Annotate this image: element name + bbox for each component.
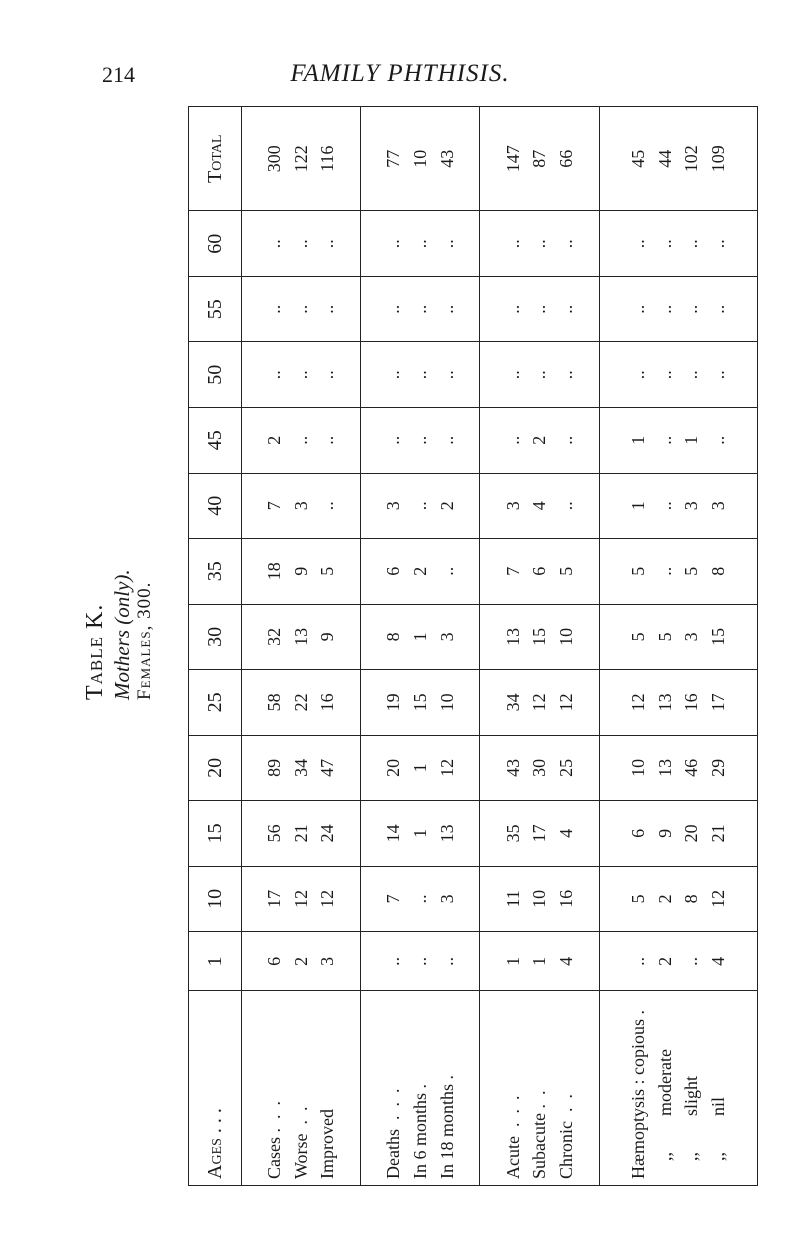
table-cell: 32 13 9 bbox=[242, 604, 361, 670]
table-cell: 58 22 16 bbox=[242, 670, 361, 736]
header-cell: 35 bbox=[189, 539, 242, 605]
caption-females: Females, 300. bbox=[133, 581, 155, 700]
table-row bbox=[480, 107, 599, 1186]
table-cell: .. .. .. .. bbox=[599, 276, 757, 342]
header-cell: 15 bbox=[189, 801, 242, 867]
table-cell: 13 15 10 bbox=[480, 604, 599, 670]
table-cell: .. .. .. bbox=[480, 211, 599, 277]
header-row bbox=[189, 107, 242, 1186]
table-cell: 7 6 5 bbox=[480, 539, 599, 605]
row-labels: Deaths . . . In 6 months . In 18 months . bbox=[361, 991, 480, 1186]
caption-title: Table K. bbox=[82, 603, 108, 700]
data-table bbox=[188, 106, 758, 1186]
table-cell: 5 5 3 15 bbox=[599, 604, 757, 670]
table-cell: 20 1 12 bbox=[361, 735, 480, 801]
table-cell: 43 30 25 bbox=[480, 735, 599, 801]
table-cell: 1 1 4 bbox=[480, 932, 599, 991]
row-labels: Hæmoptysis : copious . ,, moderate ,, slight ,, nil bbox=[599, 991, 757, 1186]
table-container bbox=[188, 106, 758, 1186]
table-cell: 5 2 8 12 bbox=[599, 866, 757, 932]
table-cell: 1 .. 1 .. bbox=[599, 408, 757, 474]
table-cell: .. .. .. bbox=[361, 276, 480, 342]
table-cell: 7 3 .. bbox=[242, 473, 361, 539]
table-cell: .. .. .. bbox=[242, 211, 361, 277]
total-cell: 300 122 116 bbox=[242, 107, 361, 211]
table-cell: 56 21 24 bbox=[242, 801, 361, 867]
running-head: FAMILY PHTHISIS. bbox=[290, 60, 510, 87]
table-cell: 89 34 47 bbox=[242, 735, 361, 801]
table-row bbox=[361, 107, 480, 1186]
table-cell: 7 .. 3 bbox=[361, 866, 480, 932]
table-cell: 3 4 .. bbox=[480, 473, 599, 539]
table-cell: 6 2 .. bbox=[361, 539, 480, 605]
table-cell: 6 2 3 bbox=[242, 932, 361, 991]
total-cell: 77 10 43 bbox=[361, 107, 480, 211]
header-cell: 40 bbox=[189, 473, 242, 539]
table-cell: .. .. .. bbox=[480, 342, 599, 408]
header-cell: Total bbox=[189, 107, 242, 211]
table-cell: 8 1 3 bbox=[361, 604, 480, 670]
table-cell: 2 .. .. bbox=[242, 408, 361, 474]
table-cell: .. .. .. bbox=[361, 342, 480, 408]
table-cell: 3 .. 2 bbox=[361, 473, 480, 539]
header-cell: 10 bbox=[189, 866, 242, 932]
page-number: 214 bbox=[102, 62, 135, 87]
table-cell: .. .. .. bbox=[242, 276, 361, 342]
table-cell: 17 12 12 bbox=[242, 866, 361, 932]
table-cell: 14 1 13 bbox=[361, 801, 480, 867]
header-cell: 20 bbox=[189, 735, 242, 801]
table-cell: .. .. .. bbox=[242, 342, 361, 408]
header-cell: 1 bbox=[189, 932, 242, 991]
table-cell: 18 9 5 bbox=[242, 539, 361, 605]
header-cell: 60 bbox=[189, 211, 242, 277]
table-cell: 1 .. 3 3 bbox=[599, 473, 757, 539]
table-cell: .. .. .. bbox=[361, 932, 480, 991]
header-cell: 45 bbox=[189, 408, 242, 474]
table-cell: 12 13 16 17 bbox=[599, 670, 757, 736]
header-cell: 55 bbox=[189, 276, 242, 342]
header-cell: Ages . . . bbox=[189, 991, 242, 1186]
table-cell: .. .. .. .. bbox=[599, 211, 757, 277]
header-cell: 30 bbox=[189, 604, 242, 670]
row-labels: Acute . . . Subacute . . Chronic . . bbox=[480, 991, 599, 1186]
table-cell: 35 17 4 bbox=[480, 801, 599, 867]
table-cell: .. .. .. bbox=[480, 276, 599, 342]
total-cell: 147 87 66 bbox=[480, 107, 599, 211]
table-cell: 5 .. 5 8 bbox=[599, 539, 757, 605]
table-cell: .. .. .. bbox=[361, 211, 480, 277]
header-cell: 25 bbox=[189, 670, 242, 736]
header-cell: 50 bbox=[189, 342, 242, 408]
table-cell: 10 13 46 29 bbox=[599, 735, 757, 801]
table-caption bbox=[82, 500, 202, 700]
table-cell: 19 15 10 bbox=[361, 670, 480, 736]
table-cell: .. .. .. .. bbox=[599, 342, 757, 408]
row-labels: Cases . . . Worse . . Improved bbox=[242, 991, 361, 1186]
table-cell: .. .. .. bbox=[361, 408, 480, 474]
table-cell: .. 2 .. 4 bbox=[599, 932, 757, 991]
total-cell: 45 44 102 109 bbox=[599, 107, 757, 211]
table-cell: .. 2 .. bbox=[480, 408, 599, 474]
table-cell: 6 9 20 21 bbox=[599, 801, 757, 867]
table-row bbox=[599, 107, 757, 1186]
caption-subtitle: Mothers (only). bbox=[109, 569, 134, 700]
table-cell: 34 12 12 bbox=[480, 670, 599, 736]
rotated-table bbox=[188, 106, 758, 1186]
table-row bbox=[242, 107, 361, 1186]
table-cell: 11 10 16 bbox=[480, 866, 599, 932]
